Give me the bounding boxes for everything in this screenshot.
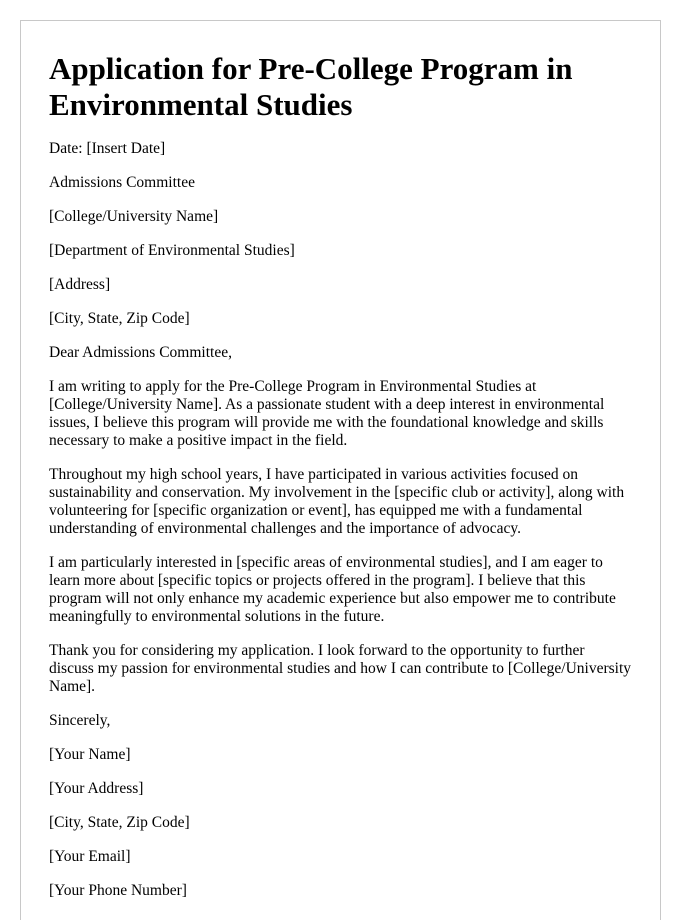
closing: Sincerely, xyxy=(49,712,111,729)
body-paragraph: I am writing to apply for the Pre-College Program in Environmental Studies at [College/University Name]. As a passionate student with a deep interest in environmental issues, I believe this program will provide me with the foundational knowledge and skills necessary to make a positive impact in the field. xyxy=(49,378,605,449)
recipient-address: [Address] xyxy=(49,276,111,293)
sender-email: [Your Email] xyxy=(49,848,131,865)
body-paragraph: I am particularly interested in [specific areas of environmental studies], and I am eager to learn more about [specific topics or projects offered in the program]. I believe that this program will not only enhance my academic experience but also empower me to contribute meaningfully to environmental solutions in the future. xyxy=(49,554,616,625)
salutation: Dear Admissions Committee, xyxy=(49,344,232,361)
letter-container xyxy=(20,20,661,920)
letter-title: Application for Pre-College Program in Environmental Studies xyxy=(49,51,573,122)
sender-name: [Your Name] xyxy=(49,746,131,763)
date-line: Date: [Insert Date] xyxy=(49,140,166,157)
sender-city-state-zip: [City, State, Zip Code] xyxy=(49,814,190,831)
recipient-college: [College/University Name] xyxy=(49,208,219,225)
recipient-department: [Department of Environmental Studies] xyxy=(49,242,295,259)
sender-address: [Your Address] xyxy=(49,780,144,797)
recipient-city-state-zip: [City, State, Zip Code] xyxy=(49,310,190,327)
sender-phone: [Your Phone Number] xyxy=(49,882,187,899)
recipient-committee: Admissions Committee xyxy=(49,174,195,191)
body-paragraph: Throughout my high school years, I have participated in various activities focused on sustainability and conservation. My involvement in the [specific club or activity], along with volunteering for [specific organization or event], has equipped me with a fundamental understanding of environmental challenges and the importance of advocacy. xyxy=(49,466,625,537)
body-paragraph: Thank you for considering my application. I look forward to the opportunity to further discuss my passion for environmental studies and how I can contribute to [College/University Name]. xyxy=(49,642,631,695)
